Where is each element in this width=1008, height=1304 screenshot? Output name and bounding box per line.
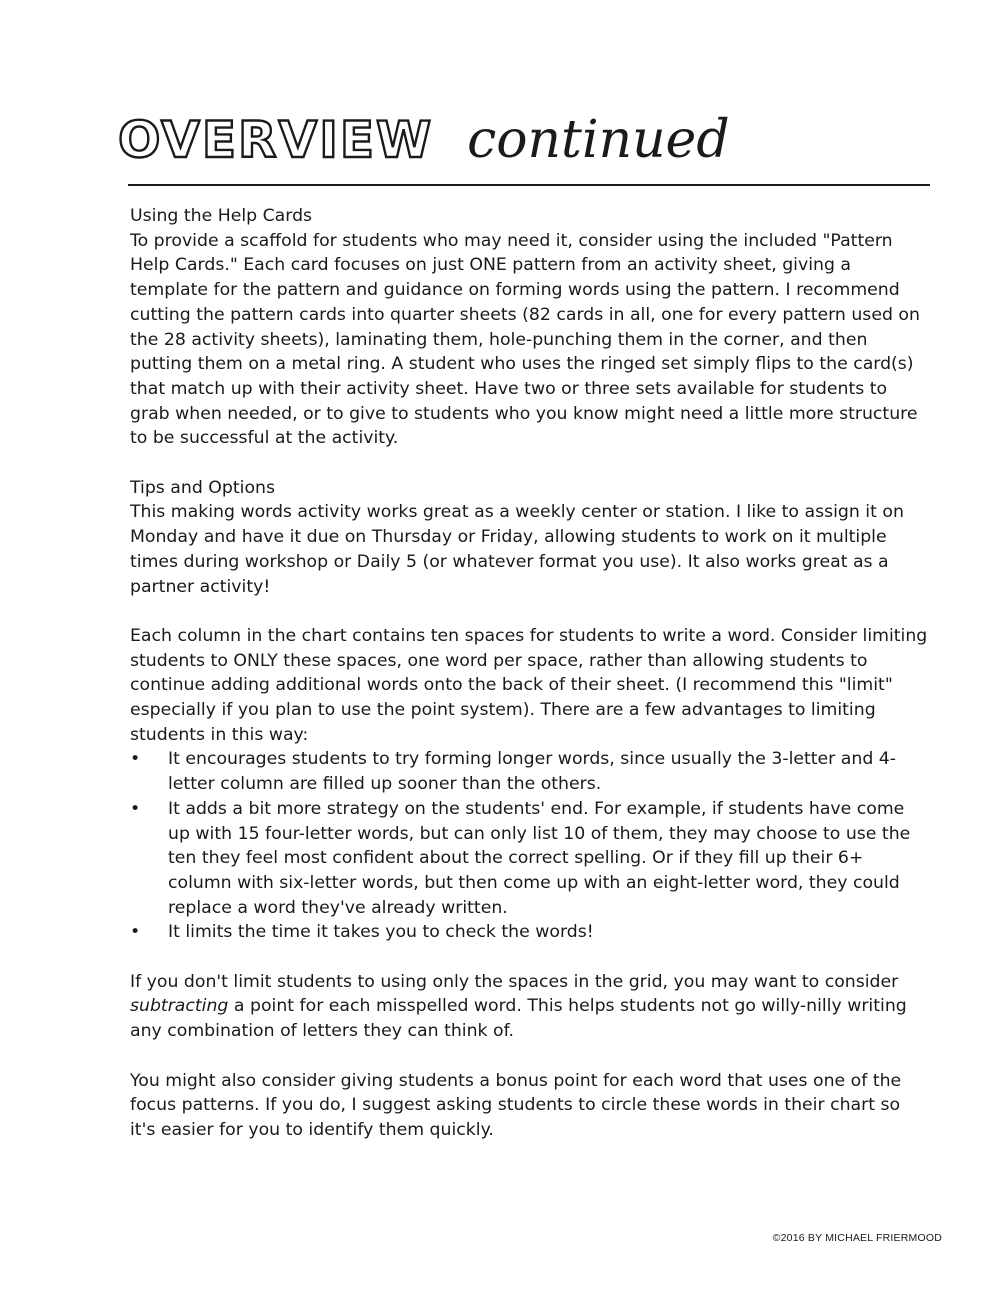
limit-paragraph-end: a point for each misspelled word. This helps students not go willy-nilly writing any combination of letters they can think of.: [130, 996, 907, 1042]
bonus-paragraph: You might also consider giving students a bonus point for each word that uses one of the focus patterns. If you do, I suggest asking students to circle these words in their chart so it's easier for you to identify them quickly.: [130, 1070, 902, 1140]
copyright-footer: ©2016 BY MICHAEL FRIERMOOD: [772, 1232, 942, 1244]
list-item-text: It limits the time it takes you to check the words!: [168, 922, 594, 943]
list-item: [130, 797, 930, 921]
tips-paragraph: This making words activity works great as a weekly center or station. I like to assign it on Monday and have it due on Thursday or Friday, allowing students to work on it multiple times during workshop or Daily 5 (or whatever format you use). It also works great as a partner activity!: [130, 502, 904, 597]
list-item: [130, 920, 930, 945]
list-item: [130, 747, 930, 796]
advantages-list: [130, 747, 930, 945]
spacer: [130, 451, 930, 476]
title-continued: continued: [467, 110, 730, 170]
columns-paragraph: Each column in the chart contains ten spaces for students to write a word. Consider limiting students to ONLY these spaces, one word per space, rather than allowing students to continue adding additional words onto the back of their sheet. (I recommend this "limit" especially if you plan to use the point system). There are a few advantages to limiting students in this way:: [130, 625, 928, 745]
title-divider: [128, 184, 930, 186]
page-title: [118, 110, 730, 184]
help-cards-heading: Using the Help Cards: [130, 206, 313, 226]
list-item-text: It adds a bit more strategy on the students' end. For example, if students have come up with 15 four-letter words, but can only list 10 of them, they may choose to use the ten they feel most confident about the correct spelling. Or if they fill up their 6+ column with six-letter words, but then come up with an eight-letter word, they could replace a word they've already written.: [168, 798, 911, 918]
spacer: [130, 599, 930, 624]
bullet-icon: •: [130, 922, 141, 943]
body-content: [130, 204, 930, 1143]
limit-paragraph-emphasis: subtracting: [130, 996, 229, 1017]
limit-paragraph: [130, 970, 930, 1044]
tips-heading: Tips and Options: [130, 477, 275, 498]
title-overview: OVERVIEW: [118, 111, 434, 169]
bullet-icon: •: [130, 749, 141, 770]
spacer: [130, 1044, 930, 1069]
list-item-text: It encourages students to try forming longer words, since usually the 3-letter and 4-letter column are filled up sooner than the others.: [168, 749, 897, 795]
spacer: [130, 945, 930, 970]
limit-paragraph-start: If you don't limit students to using only the spaces in the grid, you may want to consider: [130, 971, 899, 992]
help-cards-paragraph: To provide a scaffold for students who may need it, consider using the included "Pattern Help Cards." Each card focuses on just ONE pattern from an activity sheet, giving a template for the pattern and guidance on forming words using the pattern. I recommend cutting the pattern cards into quarter sheets (82 cards in all, one for every pattern used on the 28 activity sheets), laminating them, hole-punching them in the corner, and then putting them on a metal ring. A student who uses the ringed set simply flips to the card(s) that match up with their activity sheet. Have two or three sets available for students to grab when needed, or to give to students who you know might need a little more structure to be successful at the activity.: [130, 230, 920, 449]
bullet-icon: •: [130, 798, 141, 819]
